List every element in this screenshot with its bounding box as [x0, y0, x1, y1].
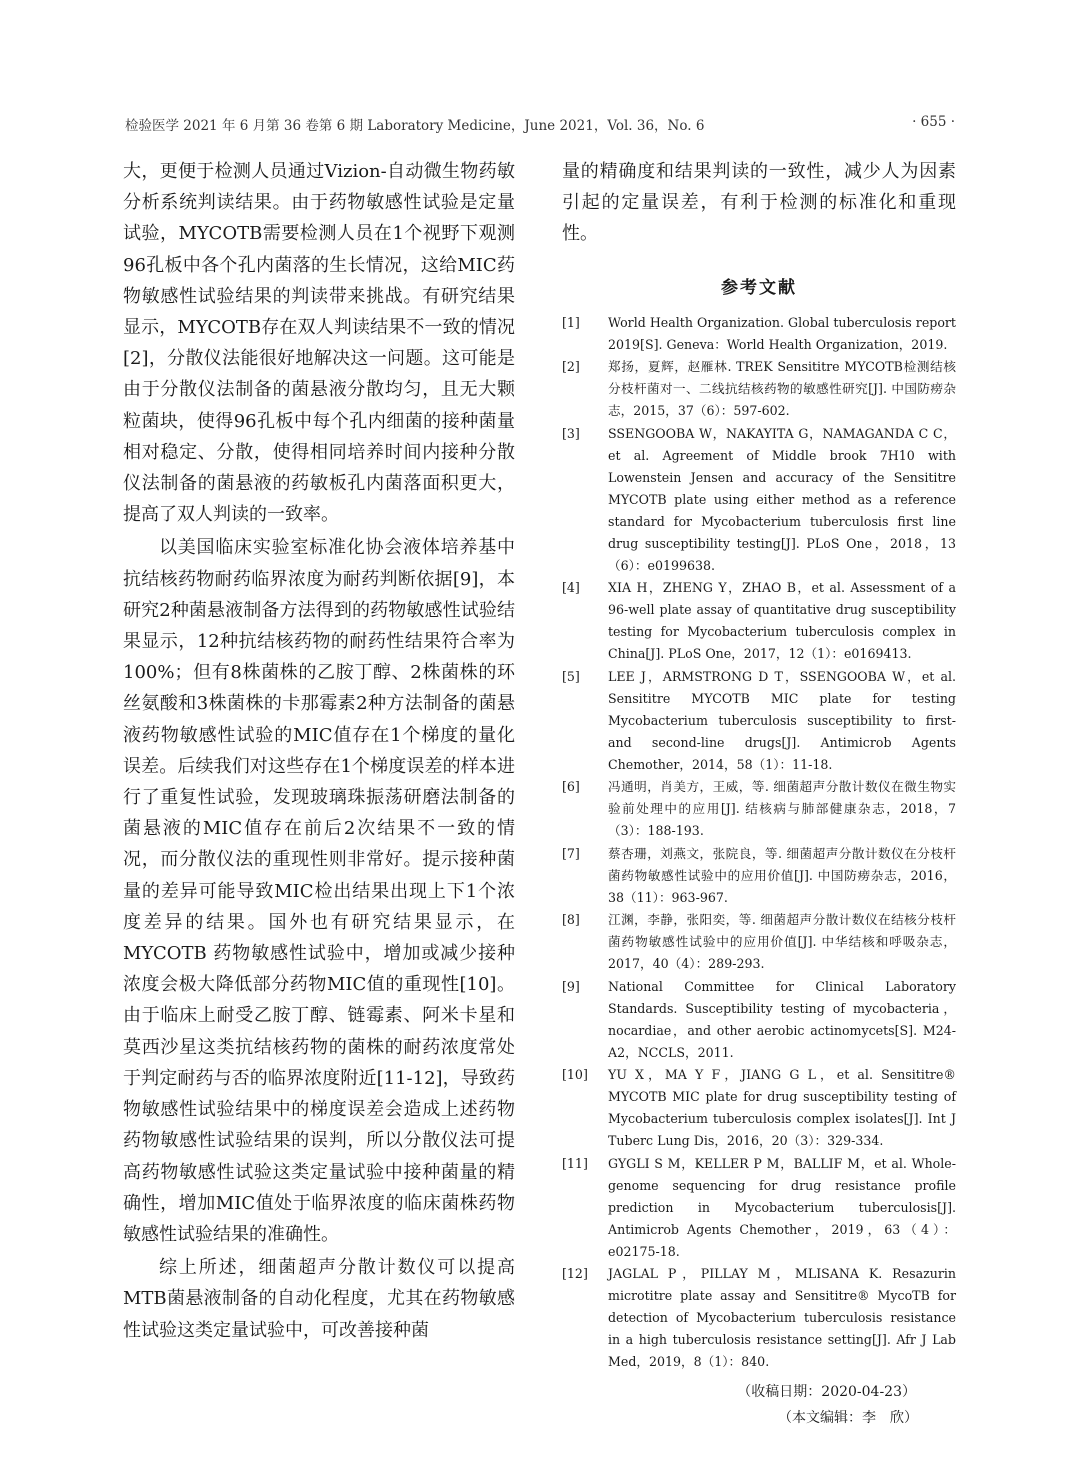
received-date: （收稿日期：2020-04-23）	[737, 1384, 916, 1401]
right-column	[562, 156, 956, 1431]
reference-item: [1] World Health Organization. Global tuberculosis report 2019[S]. Geneva：World Health Organization，2019.	[562, 314, 956, 352]
reference-item: [5] LEE J，ARMSTRONG D T，SSENGOOBA W，et al. Sensititre MYCOTB MIC plate for testing Mycobacterium tuberculosis susceptibility to first- and second-line drugs[J]. Antimicrob Agents Chemother，2014，58（1）：11-18.	[562, 668, 956, 772]
paragraph-2: 以美国临床实验室标准化协会液体培养基中抗结核药物耐药临界浓度为耐药判断依据[9]，本研究2种菌悬液制备方法得到的药物敏感性试验结果显示，12种抗结核药物的耐药性结果符合率为100%；但有8株菌株的乙胺丁醇、2株菌株的环丝氨酸和3株菌株的卡那霉素2种方法制备的菌悬液药物敏感性试验的MIC值存在1个梯度的量化误差。后续我们对这些存在1个梯度误差的样本进行了重复性试验，发现玻璃珠振荡研磨法制备的菌悬液的MIC值存在前后2次结果不一致的情况，而分散仪法的重现性则非常好。提示接种菌量的差异可能导致MIC检出结果出现上下1个浓度差异的结果。国外也有研究结果显示，在MYCOTB 药物敏感性试验中，增加或减少接种浓度会极大降低部分药物MIC值的重现性[10]。由于临床上耐受乙胺丁醇、链霉素、阿米卡星和莫西沙星这类抗结核药物的菌株的耐药浓度常处于判定耐药与否的临界浓度附近[11-12]，导致药物敏感性试验结果中的梯度误差会造成上述药物药物敏感性试验结果的误判，所以分散仪法可提高药物敏感性试验这类定量试验中接种菌量的精确性，增加MIC值处于临界浓度的临床菌株药物敏感性试验结果的准确性。	[123, 537, 515, 1245]
reference-item: [6] 冯通明，肖美方，王威，等. 细菌超声分散计数仪在微生物实验前处理中的应用[J]. 结核病与肺部健康杂志，2018，7（3）：188-193.	[562, 779, 956, 839]
references-title: 参考文献	[721, 277, 797, 298]
paragraph-3: 综上所述，细菌超声分散计数仪可以提高MTB菌悬液制备的自动化程度，尤其在药物敏感性试验这类定量试验中，可改善接种菌	[123, 1257, 515, 1341]
reference-item: [4] XIA H，ZHENG Y，ZHAO B，et al. Assessment of a 96-well plate assay of quantitative drug susceptibility testing for Mycobacterium tuberculosis complex in China[J]. PLoS One，2017，12（1）：e0169413.	[562, 580, 956, 662]
editor-credit: （本文编辑：李 欣）	[778, 1410, 918, 1427]
reference-item: [8] 江渊，李静，张阳奕，等. 细菌超声分散计数仪在结核分枝杆菌药物敏感性试验中的应用价值[J]. 中华结核和呼吸杂志，2017，40（4）：289-293.	[562, 912, 956, 972]
reference-item: [10] YU X，MA Y F，JIANG G L，et al. Sensititre® MYCOTB MIC plate for drug susceptibility testing of Mycobacterium tuberculosis complex isolates[J]. Int J Tuberc Lung Dis，2016，20（3）：329-334.	[562, 1067, 956, 1149]
reference-item: [12] JAGLAL P，PILLAY M，MLISANA K. Resazurin microtitre plate assay and Sensititre® MycoTB for detection of Mycobacterium tuberculosis resistance in a high tuberculosis resistance setting[J]. Afr J Lab Med，2019，8（1）：840.	[562, 1266, 956, 1370]
left-column	[123, 156, 515, 1346]
paragraph-1: 大，更便于检测人员通过Vizion-自动微生物药敏分析系统判读结果。由于药物敏感性试验是定量试验，MYCOTB需要检测人员在1个视野下观测96孔板中各个孔内菌落的生长情况，这给MIC药物敏感性试验结果的判读带来挑战。有研究结果显示，MYCOTB存在双人判读结果不一致的情况[2]，分散仪法能很好地解决这一问题。这可能是由于分散仪法制备的菌悬液分散均匀，且无大颗粒菌块，使得96孔板中每个孔内细菌的接种菌量相对稳定、分散，使得相同培养时间内接种分散仪法制备的菌悬液的药敏板孔内菌落面积更大，提高了双人判读的一致率。	[123, 161, 515, 526]
page-number: · 655 ·	[912, 114, 955, 130]
header-text: 检验医学 2021 年 6 月第 36 卷第 6 期 Laboratory Medicine，June 2021，Vol. 36，No. 6	[125, 118, 705, 134]
reference-item: [9] National Committee for Clinical Laboratory Standards. Susceptibility testing of mycobacteria，nocardiae，and other aerobic actinomycets[S]. M24-A2，NCCLS，2011.	[562, 978, 956, 1060]
paragraph-3-continuation: 量的精确度和结果判读的一致性，减少人为因素引起的定量误差，有利于检测的标准化和重现性。	[562, 161, 956, 245]
reference-item: [3] SSENGOOBA W，NAKAYITA G，NAMAGANDA C C，et al. Agreement of Middle brook 7H10 with Lowenstein Jensen and accuracy of the Sensititre MYCOTB plate using either method as a reference standard for Mycobacterium tuberculosis first line drug susceptibility testing[J]. PLoS One，2018，13（6）：e0199638.	[562, 425, 956, 573]
running-header	[125, 114, 955, 134]
reference-item: [11] GYGLI S M，KELLER P M，BALLIF M，et al. Whole-genome sequencing for drug resistance profile prediction in Mycobacterium tuberculosis[J]. Antimicrob Agents Chemother，2019，63（4）：e02175-18.	[562, 1155, 956, 1259]
reference-item: [2] 郑扬，夏辉，赵雁林. TREK Sensititre MYCOTB检测结核分枝杆菌对一、二线抗结核药物的敏感性研究[J]. 中国防痨杂志，2015，37（6）：597-602.	[562, 359, 956, 419]
reference-list	[562, 312, 956, 1374]
reference-item: [7] 蔡杏珊，刘燕文，张院良，等. 细菌超声分散计数仪在分枝杆菌药物敏感性试验中的应用价值[J]. 中国防痨杂志，2016，38（11）：963-967.	[562, 845, 956, 905]
